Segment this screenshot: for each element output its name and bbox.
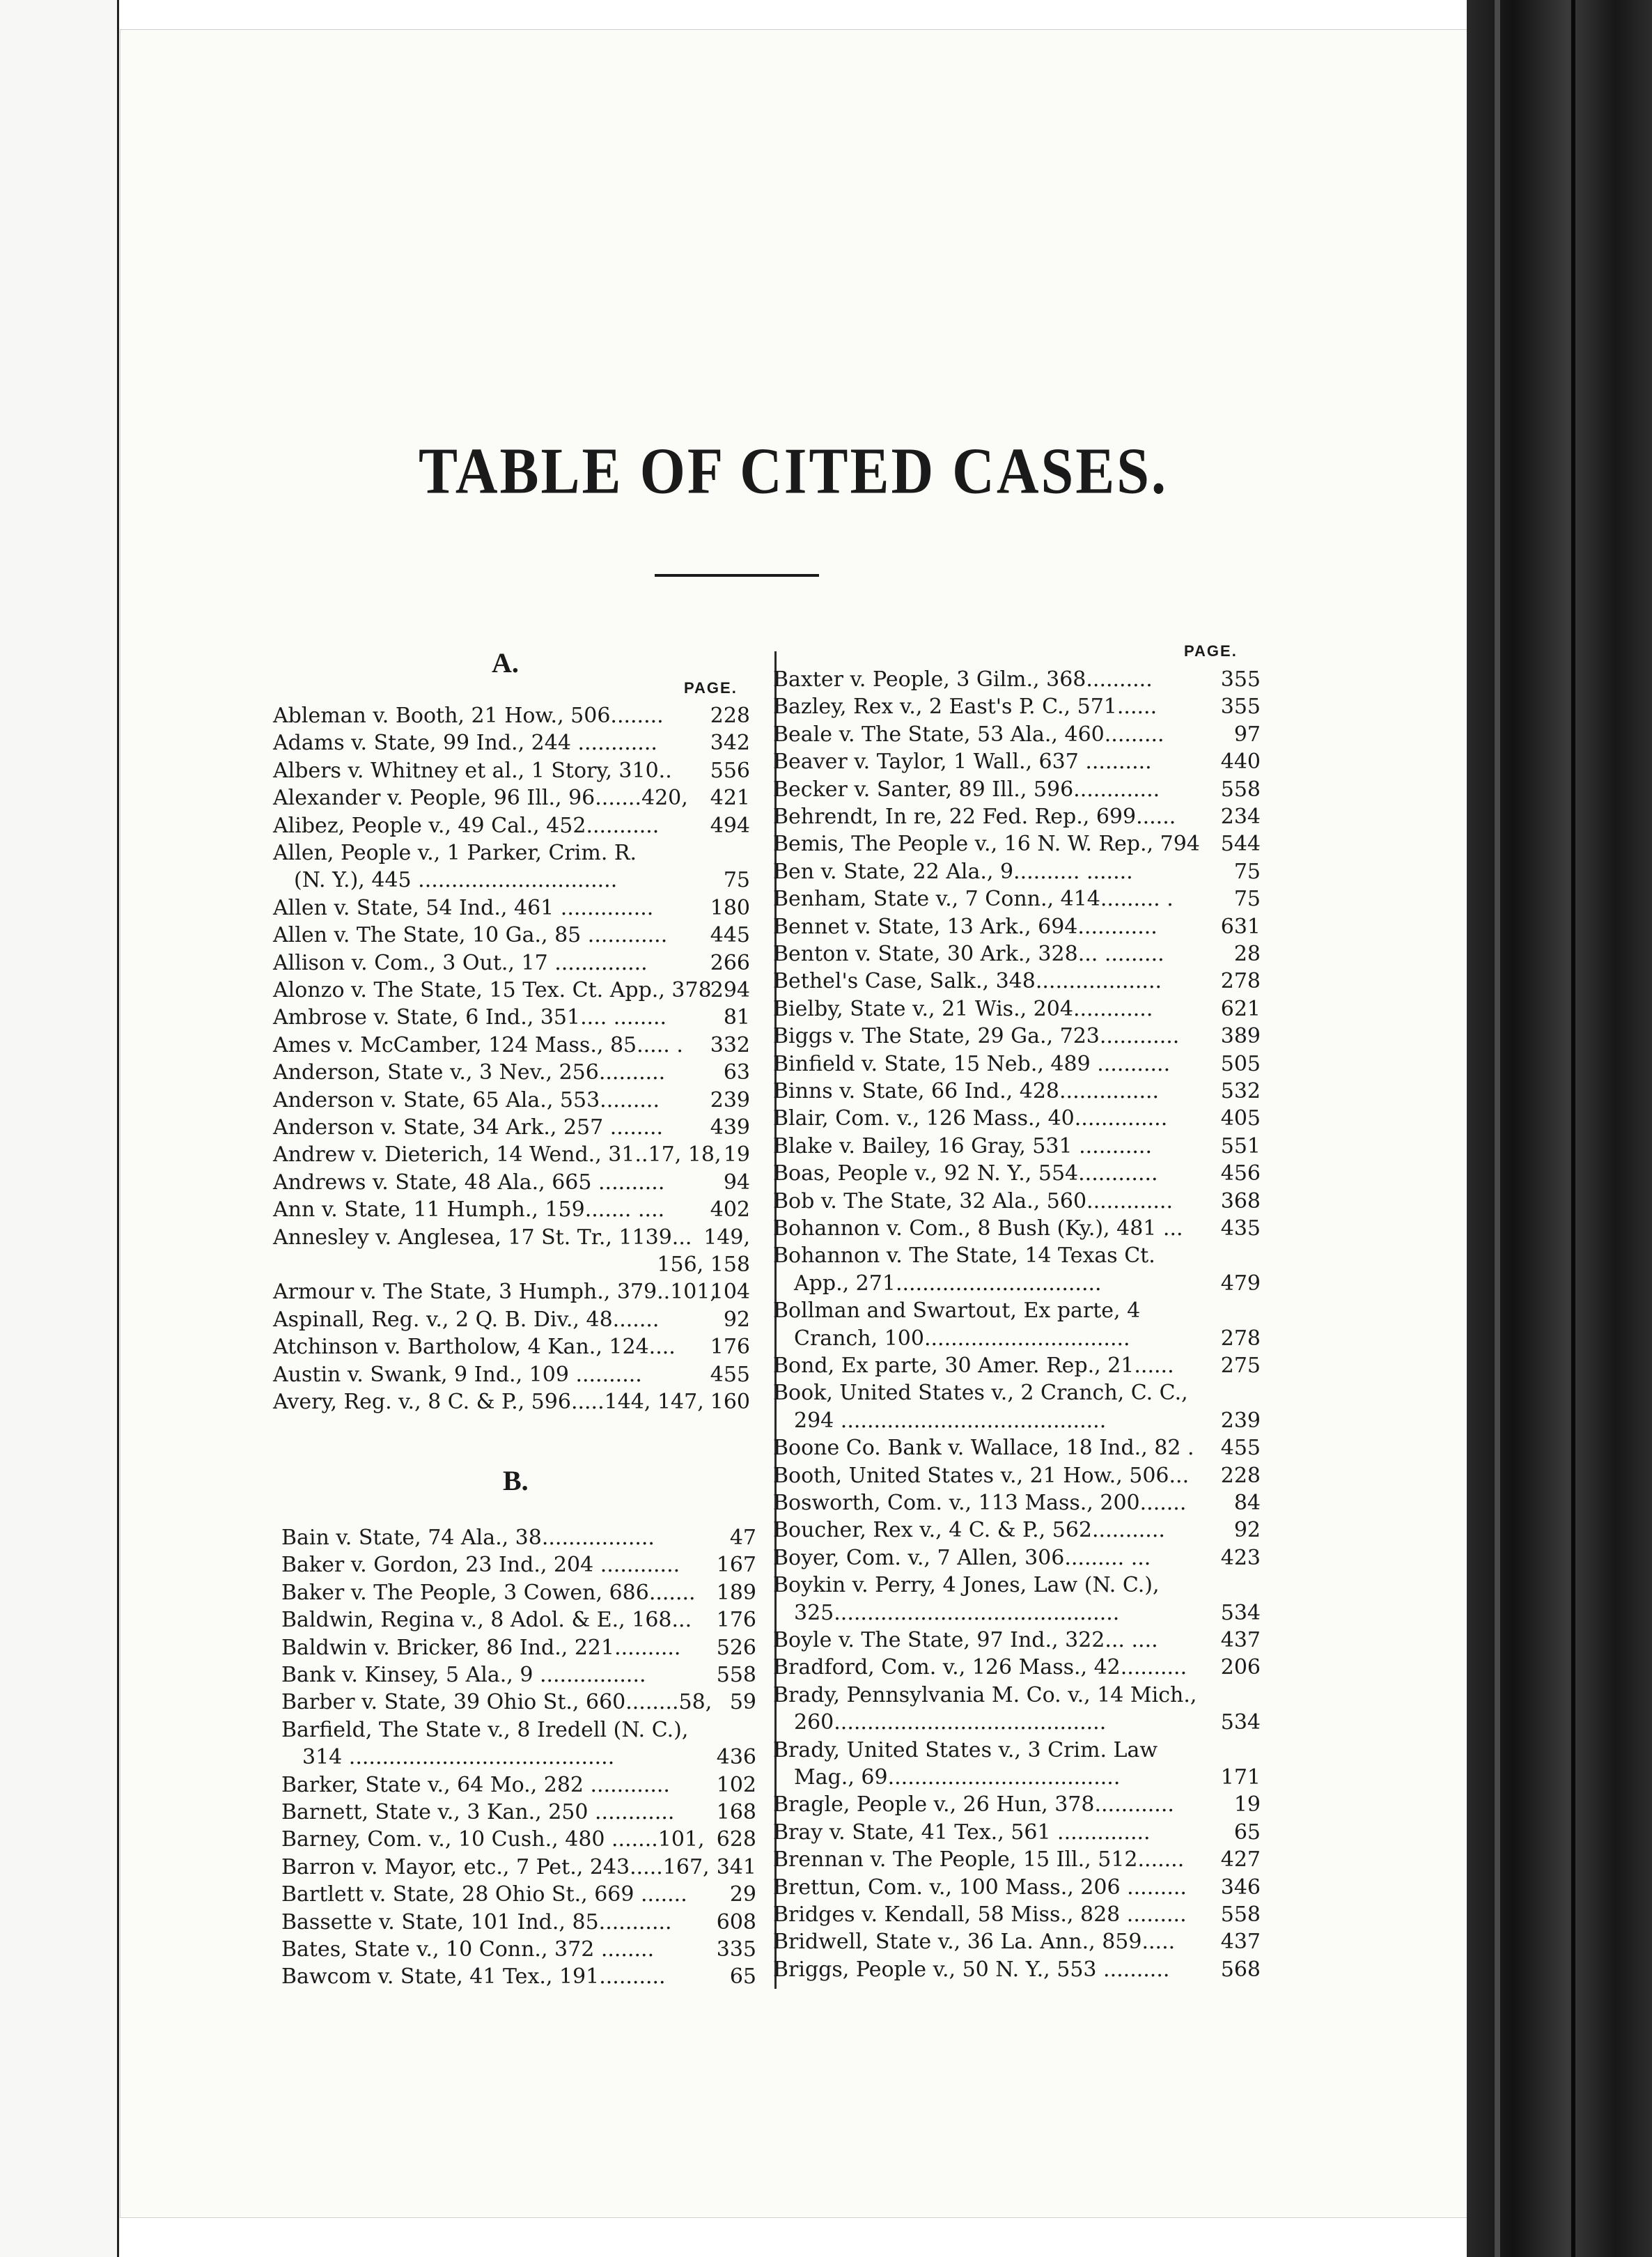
case-citation: App., 271...............................	[794, 1271, 1102, 1296]
case-citation: Austin v. Swank, 9 Ind., 109 ..........	[273, 1362, 642, 1387]
page-number: 421	[710, 786, 750, 811]
case-citation: Avery, Reg. v., 8 C. & P., 596.....144, 147,	[273, 1390, 704, 1414]
case-entry	[773, 776, 1261, 803]
page-number: 206	[1220, 1655, 1261, 1680]
case-entry	[773, 1928, 1261, 1955]
case-entry	[773, 1325, 1261, 1352]
page-title: TABLE OF CITED CASES.	[419, 435, 1168, 508]
page-number: 558	[716, 1663, 756, 1687]
case-entry	[273, 1224, 750, 1251]
case-entry	[773, 1160, 1261, 1187]
case-entry	[273, 977, 750, 1004]
page-number: 278	[1220, 1326, 1261, 1351]
page-number: 335	[716, 1937, 756, 1962]
case-citation: Bond, Ex parte, 30 Amer. Rep., 21......	[773, 1354, 1174, 1378]
page-number: 92	[723, 1307, 750, 1332]
page-number: 556	[710, 758, 750, 783]
case-entry	[773, 1133, 1261, 1160]
case-citation: 294 ........................................	[794, 1408, 1107, 1433]
page-number: 355	[1220, 667, 1261, 692]
case-entry	[773, 1352, 1261, 1379]
case-citation: Boucher, Rex v., 4 C. & P., 562...........	[773, 1518, 1165, 1543]
case-entry	[773, 1379, 1261, 1406]
case-citation: Armour v. The State, 3 Humph., 379..101,	[273, 1280, 717, 1305]
case-entry	[273, 1196, 750, 1223]
page-number: 608	[716, 1909, 756, 1934]
case-citation: Barfield, The State v., 8 Iredell (N. C.),	[281, 1717, 689, 1742]
case-entry	[773, 1434, 1261, 1461]
section-heading-b: B.	[503, 1465, 529, 1496]
case-citation: Atchinson v. Bartholow, 4 Kan., 124....	[273, 1335, 676, 1360]
page-number: 75	[723, 868, 750, 893]
page-number: 534	[1220, 1600, 1261, 1625]
case-citation: Bain v. State, 74 Ala., 38.................	[281, 1526, 655, 1550]
case-entry	[773, 1407, 1261, 1434]
case-entry	[773, 666, 1261, 693]
page-number: 437	[1220, 1628, 1261, 1652]
case-entry	[281, 1826, 756, 1853]
page-number: 427	[1220, 1847, 1261, 1872]
page-number: 97	[1233, 722, 1261, 747]
page-number: 494	[710, 813, 750, 838]
page-number: 505	[1220, 1051, 1261, 1076]
case-entry	[281, 1854, 756, 1881]
page-number: 355	[1220, 695, 1261, 720]
page-number: 228	[1220, 1463, 1261, 1488]
case-entry	[281, 1689, 756, 1716]
page-column-heading-left: PAGE.	[684, 679, 738, 697]
case-entry	[281, 1936, 756, 1963]
case-citation: Blair, Com. v., 126 Mass., 40..............	[773, 1106, 1168, 1131]
book-spine-edge	[1467, 0, 1652, 2257]
case-citation: Anderson v. State, 65 Ala., 553.........	[273, 1087, 660, 1112]
case-entry	[281, 1716, 756, 1744]
case-entry	[773, 1297, 1261, 1324]
page-number: 65	[729, 1964, 756, 1990]
case-citation: Adams v. State, 99 Ind., 244 ............	[273, 731, 657, 756]
case-entry	[773, 803, 1261, 830]
page-number: 228	[710, 704, 750, 728]
case-entry	[273, 729, 750, 757]
case-citation: Barker, State v., 64 Mo., 282 ............	[281, 1772, 670, 1797]
case-citation: Alonzo v. The State, 15 Tex. Ct. App., 378	[273, 978, 712, 1002]
case-citation: Briggs, People v., 50 N. Y., 553 ..........	[773, 1957, 1170, 1982]
case-citation: Bank v. Kinsey, 5 Ala., 9 ................	[281, 1663, 646, 1687]
case-entry	[281, 1799, 756, 1826]
case-citation: Bridges v. Kendall, 58 Miss., 828 .........	[773, 1902, 1187, 1927]
page-number: 234	[1220, 805, 1261, 829]
previous-page-edge	[0, 0, 119, 2257]
page-number: 75	[1233, 859, 1261, 884]
case-entry	[773, 1791, 1261, 1818]
case-entry	[773, 1846, 1261, 1873]
case-citation: Brennan v. The People, 15 Ill., 512.......	[773, 1847, 1185, 1872]
page-number: 435	[1220, 1216, 1261, 1241]
case-citation: Bohannon v. Com., 8 Bush (Ky.), 481 ...	[773, 1216, 1183, 1241]
page-number: 294	[710, 978, 750, 1002]
case-citation: Ames v. McCamber, 124 Mass., 85..... .	[273, 1032, 683, 1057]
page-number: 631	[1220, 914, 1261, 939]
case-entry	[273, 922, 750, 949]
page-number: 59	[729, 1690, 756, 1715]
case-entry	[273, 1141, 750, 1168]
page-number: 628	[716, 1827, 756, 1852]
case-entry	[273, 1087, 750, 1114]
case-citation: Bradford, Com. v., 126 Mass., 42..........	[773, 1655, 1187, 1680]
case-citation: Beale v. The State, 53 Ala., 460.........	[773, 722, 1164, 747]
case-citation: Biggs v. The State, 29 Ga., 723............	[773, 1024, 1180, 1049]
page-number: 479	[1220, 1271, 1261, 1296]
case-citation: Bazley, Rex v., 2 East's P. C., 571......	[773, 695, 1158, 720]
case-citation: Brettun, Com. v., 100 Mass., 206 .........	[773, 1875, 1187, 1900]
page-number: 402	[710, 1197, 750, 1223]
case-entry	[273, 1278, 750, 1305]
case-citation: Aspinall, Reg. v., 2 Q. B. Div., 48.......	[273, 1307, 660, 1332]
case-citation: Baker v. The People, 3 Cowen, 686.......	[281, 1580, 696, 1605]
case-entry	[281, 1909, 756, 1936]
page-number: 167	[716, 1553, 756, 1578]
case-entry	[273, 702, 750, 729]
page-number: 189	[716, 1580, 756, 1605]
case-citation: Becker v. Santer, 89 Ill., 596.............	[773, 777, 1160, 802]
case-entry	[273, 1059, 750, 1086]
case-citation: Bates, State v., 10 Conn., 372 ........	[281, 1937, 655, 1962]
case-entry	[773, 1489, 1261, 1517]
case-entry	[773, 885, 1261, 913]
page-number: 551	[1220, 1133, 1261, 1158]
case-citation: Bosworth, Com. v., 113 Mass., 200.......	[773, 1491, 1187, 1515]
page-number: 558	[1220, 1902, 1261, 1927]
case-citation: Bob v. The State, 32 Ala., 560.............	[773, 1188, 1173, 1213]
case-entry	[773, 1737, 1261, 1764]
case-entry	[281, 1661, 756, 1689]
case-entry	[281, 1771, 756, 1799]
case-citation: Benton v. State, 30 Ark., 328... .........	[773, 942, 1164, 966]
case-citation: Ambrose v. State, 6 Ind., 351.... ........	[273, 1005, 667, 1030]
page-number: 28	[1233, 942, 1261, 966]
case-entry	[773, 1599, 1261, 1627]
case-citation: Allen v. State, 54 Ind., 461 ..............	[273, 895, 654, 920]
case-citation: Bemis, The People v., 16 N. W. Rep., 794	[773, 832, 1200, 857]
case-entry	[273, 784, 750, 812]
case-entry	[773, 1544, 1261, 1572]
case-entry	[773, 1215, 1261, 1242]
page-number: 389	[1220, 1024, 1261, 1049]
case-entry	[273, 839, 750, 867]
case-entry	[773, 1764, 1261, 1791]
case-citation: 325...........................................	[794, 1600, 1120, 1625]
case-citation: Boas, People v., 92 N. Y., 554............	[773, 1161, 1158, 1186]
case-citation: (N. Y.), 445 ..............................	[294, 868, 618, 893]
case-citation: Anderson v. State, 34 Ark., 257 ........	[273, 1115, 664, 1140]
case-citation: Andrews v. State, 48 Ala., 665 ..........	[273, 1170, 665, 1195]
page-number: 63	[723, 1060, 750, 1085]
page-number: 526	[716, 1635, 756, 1660]
case-citation: Bennet v. State, 13 Ark., 694............	[773, 914, 1158, 939]
case-entry	[773, 1023, 1261, 1050]
case-entry	[773, 1874, 1261, 1901]
case-citation: Alibez, People v., 49 Cal., 452...........	[273, 813, 660, 838]
case-citation: Bawcom v. State, 41 Tex., 191..........	[281, 1964, 666, 1990]
page-number: 532	[1220, 1079, 1261, 1103]
case-citation: Ableman v. Booth, 21 How., 506........	[273, 704, 664, 728]
page-number: 176	[710, 1335, 750, 1360]
page-number: 47	[729, 1526, 756, 1550]
case-entry	[273, 757, 750, 784]
case-entry	[773, 1078, 1261, 1105]
page-number: 436	[716, 1745, 756, 1770]
case-citation: Baxter v. People, 3 Gilm., 368..........	[773, 667, 1153, 692]
case-entry	[773, 1050, 1261, 1078]
case-entry	[281, 1524, 756, 1551]
page-number: 341	[716, 1854, 756, 1879]
case-entry	[273, 812, 750, 839]
case-citation: Mag., 69...................................	[794, 1765, 1121, 1790]
case-citation: Barron v. Mayor, etc., 7 Pet., 243.....167,	[281, 1854, 710, 1879]
case-citation: Brady, United States v., 3 Crim. Law	[773, 1737, 1158, 1762]
case-entry	[281, 1606, 756, 1634]
case-citation: Benham, State v., 7 Conn., 414......... .	[773, 887, 1174, 912]
section-heading-a: A.	[492, 647, 519, 678]
case-citation: Ann v. State, 11 Humph., 159....... ....	[273, 1197, 665, 1223]
case-citation: Bassette v. State, 101 Ind., 85...........	[281, 1909, 672, 1934]
case-entry	[273, 1114, 750, 1141]
page-number: 534	[1220, 1710, 1261, 1735]
page-column-heading-right: PAGE.	[1184, 642, 1238, 660]
case-entry	[281, 1881, 756, 1908]
case-entry	[773, 1517, 1261, 1544]
case-citation: Boyle v. The State, 97 Ind., 322... ....	[773, 1628, 1158, 1652]
case-entry	[773, 721, 1261, 748]
page-number: 104	[710, 1280, 750, 1305]
case-citation: Annesley v. Anglesea, 17 St. Tr., 1139...	[273, 1225, 692, 1250]
case-entry	[773, 940, 1261, 968]
case-citation: Barber v. State, 39 Ohio St., 660........58,	[281, 1690, 712, 1715]
case-entry	[773, 1654, 1261, 1681]
case-entry	[773, 995, 1261, 1023]
case-citation: Bielby, State v., 21 Wis., 204............	[773, 996, 1153, 1021]
page-number: 65	[1233, 1820, 1261, 1845]
case-citation: Allison v. Com., 3 Out., 17 ..............	[273, 950, 648, 975]
case-citation: Booth, United States v., 21 How., 506...	[773, 1463, 1190, 1488]
case-entry	[281, 1634, 756, 1661]
case-citation: Bridwell, State v., 36 La. Ann., 859.....	[773, 1930, 1176, 1955]
case-entry	[273, 1306, 750, 1333]
page-number: 75	[1233, 887, 1261, 912]
page-number: 94	[723, 1170, 750, 1195]
case-entry	[773, 693, 1261, 720]
case-citation: Ben v. State, 22 Ala., 9.......... .......	[773, 859, 1133, 884]
page-number: 239	[1220, 1408, 1261, 1433]
case-citation: Baldwin v. Bricker, 86 Ind., 221..........	[281, 1635, 681, 1660]
page-number: 81	[723, 1005, 750, 1030]
page-number: 92	[1233, 1518, 1261, 1543]
page-number: 278	[1220, 969, 1261, 994]
case-citation: Boykin v. Perry, 4 Jones, Law (N. C.),	[773, 1573, 1160, 1598]
page-number: 149,	[703, 1225, 750, 1250]
case-citation: Book, United States v., 2 Cranch, C. C.,	[773, 1381, 1188, 1406]
case-citation: Beaver v. Taylor, 1 Wall., 637 ..........	[773, 750, 1152, 775]
case-entry	[281, 1963, 756, 1990]
case-citation: Baldwin, Regina v., 8 Adol. & E., 168...	[281, 1608, 692, 1633]
case-entry	[281, 1551, 756, 1579]
page-number: 102	[716, 1772, 756, 1797]
case-citation: Bartlett v. State, 28 Ohio St., 669 .......	[281, 1882, 687, 1907]
page-number: 275	[1220, 1354, 1261, 1378]
page-number: 180	[710, 895, 750, 920]
case-citation: Blake v. Bailey, 16 Gray, 531 ...........	[773, 1133, 1152, 1158]
page-number: 439	[710, 1115, 750, 1140]
page-number: 84	[1233, 1491, 1261, 1515]
case-citation: Binfield v. State, 15 Neb., 489 ...........	[773, 1051, 1171, 1076]
case-entry	[273, 1251, 750, 1278]
case-entry	[281, 1744, 756, 1771]
case-entry	[273, 1169, 750, 1196]
case-citation: Albers v. Whitney et al., 1 Story, 310..	[273, 758, 672, 783]
case-entry	[773, 968, 1261, 995]
case-citation: Allen v. The State, 10 Ga., 85 ............	[273, 923, 668, 948]
case-entry	[773, 858, 1261, 885]
case-citation: Bray v. State, 41 Tex., 561 ..............	[773, 1820, 1151, 1845]
page-number: 621	[1220, 996, 1261, 1021]
page-number: 156, 158	[657, 1252, 750, 1277]
case-entry	[273, 1333, 750, 1360]
case-citation: Bragle, People v., 26 Hun, 378............	[773, 1792, 1174, 1817]
case-citation: Boone Co. Bank v. Wallace, 18 Ind., 82 .	[773, 1436, 1194, 1461]
case-entry	[273, 1032, 750, 1059]
case-entry	[773, 1188, 1261, 1215]
case-citation: Alexander v. People, 96 Ill., 96.......420,	[273, 786, 688, 811]
page-number: 342	[710, 731, 750, 756]
case-citation: Barney, Com. v., 10 Cush., 480 .......101,	[281, 1827, 705, 1852]
case-citation: Behrendt, In re, 22 Fed. Rep., 699......	[773, 805, 1176, 829]
page-number: 437	[1220, 1930, 1261, 1955]
page-number: 455	[1220, 1436, 1261, 1461]
case-entry	[273, 1004, 750, 1031]
page-number: 160	[710, 1390, 750, 1414]
case-citation: Binns v. State, 66 Ind., 428...............	[773, 1079, 1160, 1103]
case-citation: Brady, Pennsylvania M. Co. v., 14 Mich.,	[773, 1682, 1197, 1707]
page-number: 168	[716, 1800, 756, 1824]
page-number: 346	[1220, 1875, 1261, 1900]
case-entry	[773, 1901, 1261, 1928]
page-number: 176	[716, 1608, 756, 1633]
case-citation: Anderson, State v., 3 Nev., 256..........	[273, 1060, 666, 1085]
case-citation: Bollman and Swartout, Ex parte, 4	[773, 1298, 1141, 1324]
page-number: 440	[1220, 750, 1261, 775]
case-citation: Bethel's Case, Salk., 348...................	[773, 969, 1162, 994]
case-entry	[273, 867, 750, 894]
case-citation: 314 ........................................	[302, 1745, 615, 1770]
page-number: 445	[710, 923, 750, 948]
case-entry	[273, 949, 750, 977]
case-entry	[273, 1361, 750, 1388]
case-entry	[273, 1388, 750, 1416]
case-citation: Cranch, 100...............................	[794, 1326, 1130, 1351]
case-citation: Boyer, Com. v., 7 Allen, 306......... ...	[773, 1545, 1151, 1570]
case-citation: Baker v. Gordon, 23 Ind., 204 ............	[281, 1553, 680, 1578]
case-entry	[773, 748, 1261, 775]
case-entry	[773, 1709, 1261, 1736]
page-number: 171	[1220, 1765, 1261, 1790]
page-number: 456	[1220, 1161, 1261, 1186]
page-number: 266	[710, 950, 750, 975]
case-entry	[281, 1579, 756, 1606]
page-number: 423	[1220, 1545, 1261, 1570]
case-citation: 260.........................................	[794, 1710, 1107, 1735]
page-number: 19	[1233, 1792, 1261, 1817]
page-number: 368	[1220, 1188, 1261, 1213]
case-entry	[773, 1270, 1261, 1297]
case-citation: Andrew v. Dieterich, 14 Wend., 31..17, 18,	[273, 1142, 722, 1168]
page-number: 19	[723, 1142, 750, 1168]
page-number: 544	[1220, 832, 1261, 857]
case-entry	[773, 1956, 1261, 1983]
page-number: 558	[1220, 777, 1261, 802]
case-entry	[773, 1572, 1261, 1599]
case-entry	[773, 913, 1261, 940]
page-number: 568	[1220, 1957, 1261, 1982]
title-rule	[655, 574, 819, 577]
page-number: 405	[1220, 1106, 1261, 1131]
case-entry	[773, 830, 1261, 858]
page-number: 29	[729, 1882, 756, 1907]
case-entry	[773, 1627, 1261, 1654]
case-citation: Allen, People v., 1 Parker, Crim. R.	[273, 841, 637, 865]
page-number: 455	[710, 1362, 750, 1387]
case-entry	[273, 894, 750, 922]
case-entry	[773, 1242, 1261, 1269]
case-entry	[773, 1682, 1261, 1709]
page-number: 239	[710, 1087, 750, 1112]
case-entry	[773, 1462, 1261, 1489]
case-entry	[773, 1819, 1261, 1846]
page-number: 332	[710, 1032, 750, 1057]
case-citation: Barnett, State v., 3 Kan., 250 ............	[281, 1800, 675, 1824]
case-entry	[773, 1105, 1261, 1132]
case-citation: Bohannon v. The State, 14 Texas Ct.	[773, 1243, 1155, 1269]
